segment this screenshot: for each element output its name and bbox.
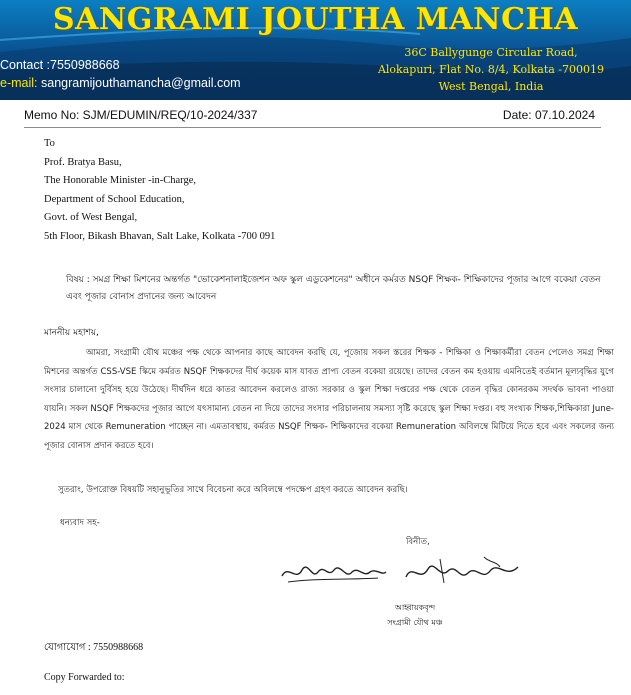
recipient-line: To	[44, 138, 55, 149]
email-label: e-mail:	[0, 76, 38, 90]
recipient-line: Govt. of West Bengal,	[44, 212, 138, 223]
convener-block	[370, 600, 460, 630]
recipient-block	[44, 135, 604, 246]
letter-body: আমরা, সংগ্রামী যৌথ মঞ্চের পক্ষ থেকে আপনার কাছে আবেদন করছি যে, পূজোয় সকল স্তরের শিক্ষক - শিক্ষিকা ও শিক্ষাকর্মীরা বেতন পেলেও সমগ্র শিক্ষা মিশনের অন্তর্গত CSS-VSE স্কিমে কর্মরত NSQF শিক্ষকদের দীর্ঘ কয়েক মাস যাবত প্রাপ্য বেতন বকেয়া রয়েছে। তাদের বেতন কম হওয়ায় এমনিতেই বর্তমান মূল্যবৃদ্ধির যুগে সংসার চালানো দুর্বিসহ হয়ে উঠেছে। দীর্ঘদিন ধরে কাতর আবেদন করলেও রাজ্য সরকার ও স্কুল শিক্ষা দপ্তরের পক্ষ থেকে বেতন বৃদ্ধির কোনরকম সদর্থক ভাবনা পাওয়া যায়নি। সকল NSQF শিক্ষকদের পূজার আগে যৎসামান্য বেতন না দিয়ে তাদের সংসার পরিচালনায় সমস্যা সৃষ্টি করেছে স্কুল শিক্ষা দপ্তর। বহু সংখ্যক শিক্ষক,শিক্ষিকারা June-2024 মাস থেকে Remuneration পাচ্ছেন না। এমতাবস্থায়, কর্মরত NSQF শিক্ষক- শিক্ষিকাদের বকেয়া Remuneration অবিলম্বে মিটিয়ে দিতে হবে এবং সকলের জন্য পূজার বোনাস প্রদান করতে হবে।	[44, 348, 614, 451]
copy-forwarded: Copy Forwarded to:	[44, 672, 125, 683]
contact-number: 7550988668	[50, 58, 120, 72]
convener-title: আহ্বায়কবৃন্দ	[394, 603, 436, 612]
recipient-line: 5th Floor, Bikash Bhavan, Salt Lake, Kolkata -700 091	[44, 230, 276, 242]
memo-row	[24, 108, 601, 128]
address-line: Alokapuri, Flat No. 8/4, Kolkata -700019	[377, 63, 605, 76]
contact-email	[0, 76, 241, 90]
contact-phone	[0, 58, 120, 72]
organization-name: SANGRAMI JOUTHA MANCHA	[52, 2, 579, 37]
signature-2	[400, 553, 525, 591]
email-address[interactable]: sangramijouthamancha@gmail.com	[41, 76, 241, 90]
thanks-line: ধন্যবাদ সহ-	[60, 518, 100, 528]
letter-subject: বিষয় : সমগ্র শিক্ষা মিশনের অন্তর্গত "ভোকেশনালাইজেশন অফ স্কুল এডুকেশনের" অধীনে কর্মরত NSQF শিক্ষক- শিক্ষিকাদের পূজার আগে বকেয়া বেতন এবং পূজার বোনাস প্রদানের জন্য আবেদন	[66, 275, 601, 302]
letterhead-banner	[0, 0, 631, 100]
contact-label: Contact :	[0, 58, 51, 72]
address-line: West Bengal, India	[438, 80, 544, 93]
signature-1	[278, 556, 388, 590]
recipient-line: The Honorable Minister -in-Charge,	[44, 175, 197, 186]
contact-footer: যোগাযোগ : 7550988668	[44, 642, 144, 653]
recipient-line: Prof. Bratya Basu,	[44, 156, 122, 168]
closing-paragraph: সুতরাং, উপরোক্ত বিষয়টি সহানুভূতির সাথে বিবেচনা করে অবিলম্বে পদক্ষেপ গ্রহণ করতে আবেদন করছি।	[58, 485, 408, 495]
memo-date: Date: 07.10.2024	[502, 108, 595, 122]
salutation: মাননীয় মহাশয়,	[44, 328, 99, 338]
yours-faithfully: বিনীত,	[406, 537, 430, 547]
organization-address	[361, 44, 621, 95]
convener-organization: সংগ্রামী যৌথ মঞ্চ	[387, 618, 443, 627]
memo-number: Memo No: SJM/EDUMIN/REQ/10-2024/337	[24, 108, 258, 122]
address-line: 36C Ballygunge Circular Road,	[404, 46, 578, 59]
recipient-line: Department of School Education,	[44, 193, 185, 205]
